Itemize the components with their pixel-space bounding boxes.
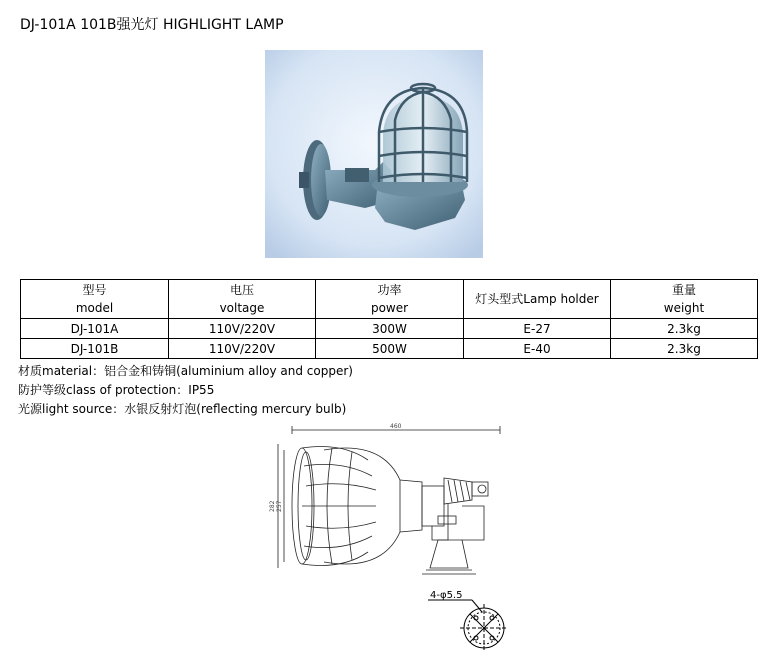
header-lamp-holder (464, 280, 611, 319)
cell-power: 500W (316, 339, 464, 359)
spec-notes (18, 362, 353, 419)
note-protection: 防护等级class of protection：IP55 (18, 383, 215, 397)
header-model (21, 280, 169, 319)
cell-voltage: 110V/220V (169, 339, 316, 359)
cell-lamp-holder: E-40 (464, 339, 611, 359)
header-voltage-zh: 电压 (229, 283, 254, 297)
header-weight-en: weight (663, 301, 705, 315)
header-weight (611, 280, 758, 319)
header-lamp-holder-label: 灯头型式Lamp holder (475, 292, 599, 306)
flange-detail-drawing (420, 586, 520, 656)
spec-table (20, 279, 758, 359)
header-model-en: model (75, 301, 114, 315)
cell-power: 300W (316, 319, 464, 339)
note-material: 材质material：铝合金和铸铜(aluminium alloy and copper) (18, 364, 353, 378)
dim-height-outer: 282 (269, 500, 276, 512)
lamp-photo (265, 50, 483, 258)
cell-weight: 2.3kg (611, 339, 758, 359)
dim-height-inner: 257 (276, 500, 283, 512)
header-voltage-en: voltage (219, 301, 265, 315)
table-row (21, 319, 758, 339)
table-header-row (21, 280, 758, 319)
cell-weight: 2.3kg (611, 319, 758, 339)
cell-voltage: 110V/220V (169, 319, 316, 339)
flange-label: 4-φ5.5 (430, 590, 463, 601)
header-weight-zh: 重量 (671, 283, 696, 297)
header-model-zh: 型号 (82, 283, 107, 297)
header-power-en: power (370, 301, 409, 315)
header-power-zh: 功率 (377, 283, 402, 297)
cell-model: DJ-101A (21, 319, 169, 339)
note-light-source: 光源light source：水银反射灯泡(reflecting mercury bulb) (18, 402, 347, 416)
cell-lamp-holder: E-27 (464, 319, 611, 339)
lamp-technical-drawing (269, 420, 512, 585)
dim-width: 460 (390, 423, 402, 430)
header-voltage (169, 280, 316, 319)
table-row (21, 339, 758, 359)
cell-model: DJ-101B (21, 339, 169, 359)
page-title: DJ-101A 101B强光灯 HIGHLIGHT LAMP (20, 17, 284, 33)
header-power (316, 280, 464, 319)
